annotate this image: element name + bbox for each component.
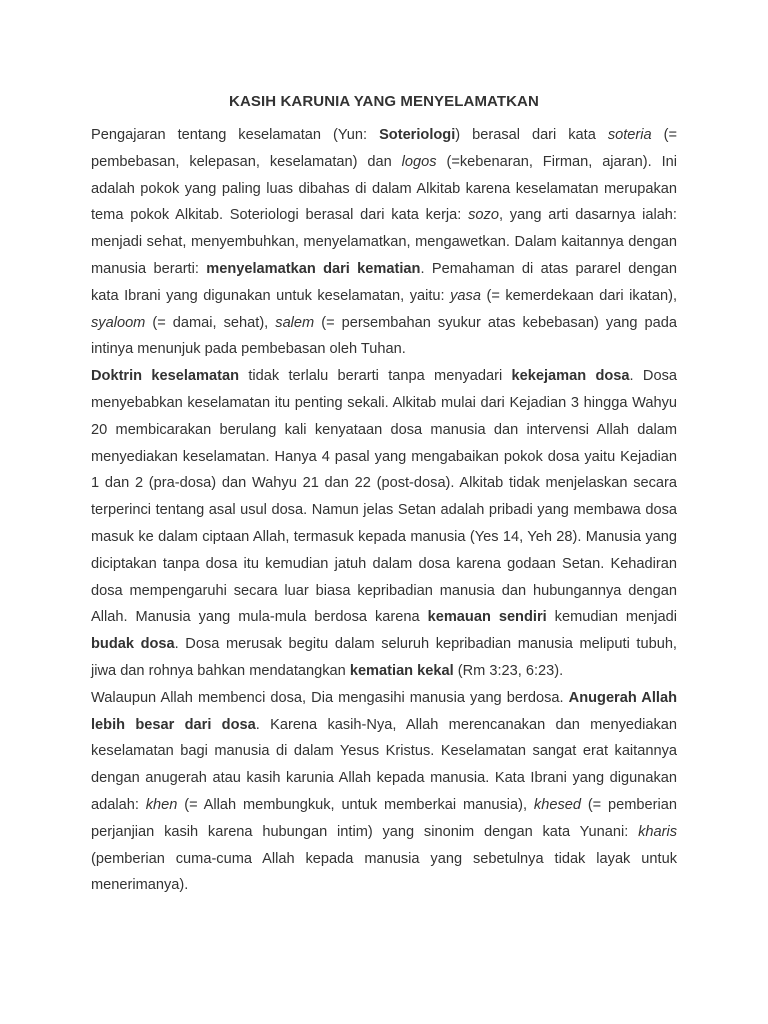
body-paragraph	[91, 363, 677, 685]
italic-term: kharis	[638, 823, 677, 840]
bold-text: Soteriologi	[379, 127, 456, 143]
italic-term: yasa	[450, 287, 481, 304]
bold-text: Anugerah Allah lebih besar dari dosa	[91, 689, 677, 733]
paragraph-text: Walaupun Allah membenci dosa, Dia mengasihi manusia yang berdosa.	[91, 689, 569, 706]
italic-term: salem	[275, 314, 315, 331]
document-title: KASIH KARUNIA YANG MENYELAMATKAN	[229, 93, 539, 110]
paragraph-text: . Pemahaman di atas pararel dengan kata Ibrani yang digunakan untuk keselamatan, yaitu:	[91, 260, 677, 304]
italic-term: soteria	[607, 127, 652, 143]
italic-term: sozo	[468, 207, 499, 224]
italic-term: khesed	[533, 796, 581, 813]
paragraph-text: . Karena kasih-Nya, Allah merencanakan dan menyediakan keselamatan bagi manusia di dalam Yesus Kristus. Keselamatan sangat erat kaitannya dengan anugerah atau kasih karunia Allah kepada manusia. Kata Ibrani yang digunakan adalah:	[91, 716, 677, 813]
bold-text: kematian kekal	[349, 662, 454, 679]
bold-text: kemauan sendiri	[427, 609, 547, 626]
paragraph-text: (= kemerdekaan dari ikatan),	[480, 287, 678, 304]
paragraph-text: ) berasal dari kata	[455, 127, 608, 143]
document-page	[91, 92, 677, 899]
paragraph-text: (= pemberian perjanjian kasih karena hubungan intim) yang sinonim dengan kata Yunani:	[91, 796, 678, 840]
body-paragraph	[91, 122, 677, 363]
paragraph-text: (= persembahan syukur atas kebebasan) yang pada intinya menunjuk pada pembebasan oleh Tuhan.	[91, 314, 677, 358]
paragraph-text: , yang arti dasarnya ialah: menjadi sehat, menyembuhkan, menyelamatkan, mengawetkan. Dalam kaitannya dengan manusia berarti:	[91, 207, 677, 277]
paragraph-text: Pengajaran tentang keselamatan (Yun:	[91, 127, 380, 143]
paragraph-text: (= Allah membungkuk, untuk memberkai manusia),	[177, 796, 534, 813]
paragraph-text: tidak terlalu berarti tanpa menyadari	[239, 368, 512, 385]
paragraph-text: (pemberian cuma-cuma Allah kepada manusia yang sebetulnya tidak layak untuk menerimanya).	[91, 850, 677, 894]
paragraph-text: (= damai, sehat),	[145, 314, 276, 331]
bold-text: kekejaman dosa	[511, 368, 630, 385]
paragraph-text: . Dosa merusak begitu dalam seluruh kepribadian manusia meliputi tubuh, jiwa dan rohnya bahkan mendatangkan	[91, 636, 677, 679]
paragraph-text: (= pembebasan, kelepasan, keselamatan) dan	[91, 127, 677, 170]
bold-text: Doktrin keselamatan	[91, 368, 240, 385]
paragraph-text: . Dosa menyebabkan keselamatan itu penting sekali. Alkitab mulai dari Kejadian 3 hingga Wahyu 20 membicarakan berulang kali kenyataan dosa manusia dan intervensi Allah dalam menyediakan keselamatan. Hanya 4 pasal yang mengabaikan pokok dosa yaitu Kejadian 1 dan 2 (pra-dosa) dan Wahyu 21 dan 22 (post-dosa). Alkitab tidak menjelaskan secara terperinci tentang asal usul dosa. Namun jelas Setan adalah pribadi yang membawa dosa masuk ke dalam ciptaan Allah, termasuk kepada manusia (Yes 14, Yeh 28). Manusia yang diciptakan tanpa dosa itu kemudian jatuh dalam dosa karena godaan Setan. Kehadiran dosa mempengaruhi secara luar biasa kepribadian manusia dan hubungannya dengan Allah. Manusia yang mula-mula berdosa karena	[91, 368, 677, 626]
bold-text: budak dosa	[91, 636, 175, 653]
document-body	[91, 122, 677, 899]
body-paragraph	[91, 685, 677, 899]
italic-term: syaloom	[91, 314, 146, 331]
paragraph-text: (Rm 3:23, 6:23).	[453, 662, 564, 679]
italic-term: logos	[401, 153, 437, 170]
paragraph-text: kemudian menjadi	[546, 609, 678, 626]
italic-term: khen	[145, 796, 178, 813]
bold-text: menyelamatkan dari kematian	[206, 260, 421, 277]
paragraph-text: (=kebenaran, Firman, ajaran). Ini adalah pokok yang paling luas dibahas di dalam Alkitab karena keselamatan merupakan tema pokok Alkitab. Soteriologi berasal dari kata kerja:	[91, 153, 678, 224]
